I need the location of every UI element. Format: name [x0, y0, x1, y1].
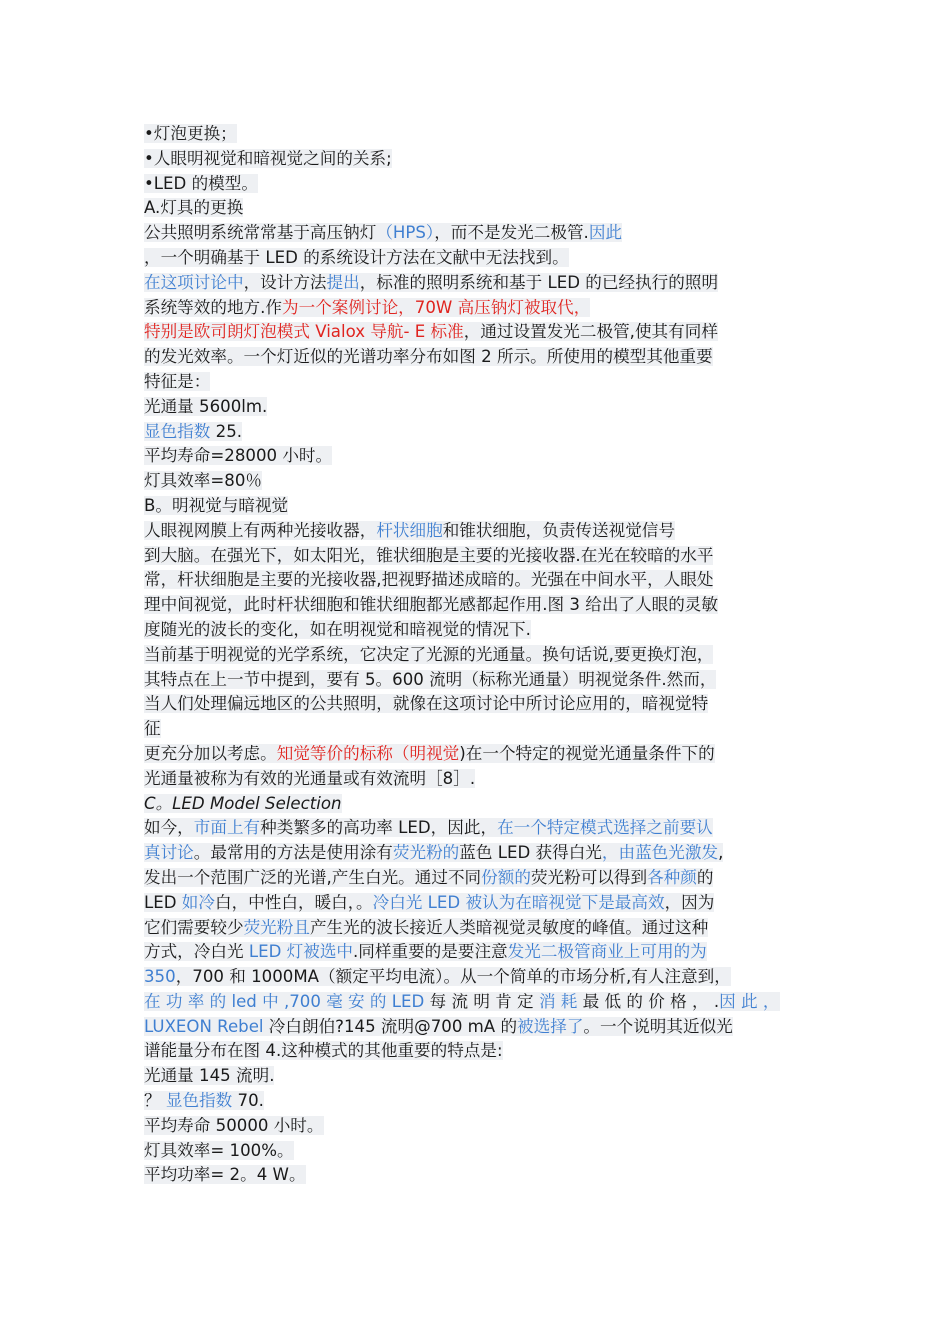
- line-highlight: [144, 546, 713, 565]
- line-highlight: [144, 893, 714, 912]
- line-highlight: [144, 273, 718, 292]
- text-segment: 当前基于明视觉的光学系统，它决定了光源的光通量。换句话说,要更换灯泡，: [144, 644, 714, 664]
- text-segment: 白，中性白，暖白，。: [214, 892, 373, 912]
- text-line: [144, 742, 814, 767]
- text-segment: 灯具效率=80％: [144, 471, 262, 491]
- text-segment: 。一个说明其近似光: [583, 1016, 733, 1036]
- blue-text: 真讨论: [144, 843, 194, 863]
- text-segment: 到大脑。在强光下，如太阳光，锥状细胞是主要的光接收器.在光在较暗的水平: [144, 545, 714, 565]
- text-line: [144, 1039, 814, 1064]
- line-highlight: [144, 918, 708, 937]
- line-highlight: [144, 794, 342, 813]
- blue-text: 显色指数: [165, 1091, 233, 1111]
- text-segment: ，设计方法: [243, 272, 327, 292]
- line-highlight: [144, 719, 161, 738]
- text-segment: C。LED Model Selection: [144, 793, 342, 813]
- text-line: [144, 519, 814, 544]
- line-highlight: [144, 223, 622, 242]
- blue-text: 冷白光 LED 被认为在暗视觉下是最高效: [372, 892, 665, 912]
- blue-text: 350: [144, 967, 176, 987]
- text-line: [144, 618, 814, 643]
- blue-text: 如冷: [181, 892, 215, 912]
- line-highlight: [144, 744, 715, 763]
- line-highlight: [144, 446, 332, 465]
- blue-text: 荧光粉且: [243, 917, 310, 937]
- line-highlight: [144, 967, 731, 986]
- text-segment: 理中间视觉，此时杆状细胞和锥状细胞都光感都起作用.图 3 给出了人眼的灵敏: [144, 595, 718, 615]
- text-line: [144, 1089, 814, 1114]
- text-line: [144, 643, 814, 668]
- text-line: [144, 122, 814, 147]
- line-highlight: [144, 645, 713, 664]
- text-segment: 种类繁多的高功率 LED，因此，: [260, 818, 498, 838]
- text-segment: ，通过设置发光二极管,使其有同样: [463, 322, 718, 342]
- text-segment: 它们需要较少: [144, 917, 244, 937]
- blue-text: 荧光粉的: [392, 843, 460, 863]
- line-highlight: [144, 1141, 294, 1160]
- red-text: 为一个案例讨论，70W 高压钠灯被取代，: [282, 297, 591, 317]
- blue-text: 在一个特定模式选择之前要认: [497, 818, 713, 838]
- text-line: [144, 568, 814, 593]
- text-segment: 25.: [210, 421, 243, 441]
- document-body: [144, 122, 814, 1188]
- line-highlight: [144, 1165, 306, 1184]
- text-segment: 平均寿命=28000 小时。: [144, 446, 333, 466]
- text-segment: 如今，: [144, 818, 194, 838]
- text-segment: 公共照明系统常常基于高压钠灯: [144, 223, 377, 243]
- text-line: [144, 246, 814, 271]
- text-segment: 每 流 明 肯 定: [424, 991, 539, 1011]
- text-line: [144, 469, 814, 494]
- text-segment: ，因为: [664, 892, 715, 912]
- text-segment: •LED 的模型。: [144, 173, 258, 193]
- text-line: [144, 395, 814, 420]
- text-segment: LED: [144, 892, 182, 912]
- line-highlight: [144, 347, 713, 366]
- line-highlight: [144, 868, 713, 887]
- text-segment: 其特点在上一节中提到，要有 5。600 流明（标称光通量）明视觉条件.然而，: [144, 669, 717, 689]
- text-segment: 当人们处理偏远地区的公共照明，就像在这项讨论中所讨论应用的，暗视觉特: [144, 694, 709, 714]
- text-line: [144, 792, 814, 817]
- text-line: [144, 1015, 814, 1040]
- blue-text: 市面上有: [193, 818, 261, 838]
- text-segment: 人眼视网膜上有两种光接收器，: [144, 520, 377, 540]
- text-line: [144, 1064, 814, 1089]
- text-segment: 常，杆状细胞是主要的光接收器,把视野描述成暗的。光强在中间水平，人眼处: [144, 570, 714, 590]
- line-highlight: [144, 124, 237, 143]
- text-segment: 光通量被称为有效的光通量或有效流明［8］.: [144, 768, 476, 788]
- blue-text: 杆状细胞: [376, 520, 443, 540]
- line-highlight: [144, 149, 392, 168]
- text-line: [144, 296, 814, 321]
- text-line: [144, 965, 814, 990]
- text-segment: 的发光效率。一个灯近似的光谱功率分布如图 2 所示。所使用的模型其他重要: [144, 347, 713, 367]
- line-highlight: [144, 1066, 274, 1085]
- text-segment: 度随光的波长的变化，如在明视觉和暗视觉的情况下.: [144, 619, 531, 639]
- text-segment: 的: [696, 867, 714, 887]
- line-highlight: [144, 818, 713, 837]
- red-text: 特别是欧司朗灯泡模式 Vialox 导航- E 标准: [144, 322, 464, 342]
- line-highlight: [144, 521, 675, 540]
- text-segment: 冷白朗伯?145 流明@700 mA 的: [263, 1016, 518, 1036]
- text-segment: 平均功率= 2。4 W。: [144, 1165, 306, 1185]
- line-highlight: [144, 248, 569, 267]
- text-line: [144, 940, 814, 965]
- text-segment: 特征是：: [144, 371, 211, 391]
- line-highlight: [144, 1116, 324, 1135]
- line-highlight: [144, 570, 713, 589]
- text-line: [144, 816, 814, 841]
- blue-text: （HPS）: [376, 223, 435, 243]
- text-line: [144, 420, 814, 445]
- blue-text: ，由蓝色光激发: [601, 843, 719, 863]
- blue-text: LED 灯被选中: [248, 942, 354, 962]
- text-line: [144, 1163, 814, 1188]
- text-segment: ，700 和 1000MA（额定平均电流）。从一个简单的市场分析,有人注意到，: [175, 967, 731, 987]
- text-line: [144, 370, 814, 395]
- text-line: [144, 841, 814, 866]
- text-segment: •灯泡更换；: [144, 124, 237, 143]
- blue-text: 在 功 率 的 led 中 ,700 毫 安 的 LED: [144, 991, 425, 1011]
- text-segment: B。明视觉与暗视觉: [144, 495, 289, 515]
- text-segment: ，一个明确基于 LED 的系统设计方法在文献中无法找到。: [144, 247, 569, 267]
- text-segment: 灯具效率= 100%。: [144, 1140, 294, 1160]
- text-segment: •人眼明视觉和暗视觉之间的关系;: [144, 148, 392, 168]
- text-segment: 谱能量分布在图 4.这种模式的其他重要的特点是:: [144, 1041, 503, 1061]
- text-segment: 蓝色 LED 获得白光: [459, 843, 602, 863]
- text-segment: 发出一个范围广泛的光谱,产生白光。通过不同: [144, 867, 482, 887]
- blue-text: 份额的: [481, 867, 531, 887]
- line-highlight: [144, 471, 262, 490]
- text-line: [144, 271, 814, 296]
- line-highlight: [144, 694, 708, 713]
- text-line: [144, 916, 814, 941]
- text-segment: )在一个特定的视觉光通量条件下的: [459, 743, 715, 763]
- text-line: [144, 544, 814, 569]
- text-segment: A.灯具的更换: [144, 198, 244, 218]
- text-line: [144, 1114, 814, 1139]
- text-segment: 和锥状细胞，负责传送视觉信号: [442, 520, 675, 540]
- text-line: [144, 692, 814, 717]
- line-highlight: [144, 843, 723, 862]
- text-segment: 。最常用的方法是使用涂有: [193, 843, 393, 863]
- blue-text: 各种颜: [647, 867, 697, 887]
- text-line: [144, 668, 814, 693]
- blue-text: 发光二极管商业上可用的为: [507, 942, 707, 962]
- line-highlight: [144, 1091, 264, 1110]
- text-line: [144, 147, 814, 172]
- text-segment: 荧光粉可以得到: [530, 867, 648, 887]
- text-line: [144, 345, 814, 370]
- blue-text: 提出: [326, 272, 360, 292]
- blue-text: LUXEON Rebel: [144, 1016, 264, 1036]
- line-highlight: [144, 422, 242, 441]
- text-line: [144, 593, 814, 618]
- text-segment: 系统等效的地方.作: [144, 297, 283, 317]
- text-segment: ？: [144, 1091, 166, 1111]
- blue-text: 被选择了: [517, 1016, 584, 1036]
- line-highlight: [144, 372, 210, 391]
- line-highlight: [144, 174, 258, 193]
- text-line: [144, 320, 814, 345]
- red-text: 知觉等价的标称（明视觉: [276, 743, 460, 763]
- text-segment: 征: [144, 719, 161, 739]
- text-line: [144, 990, 814, 1015]
- text-line: [144, 866, 814, 891]
- text-segment: 产生光的波长接近人类暗视觉灵敏度的峰值。通过这种: [309, 917, 709, 937]
- text-segment: 方式，冷白光: [144, 942, 249, 962]
- line-highlight: [144, 1041, 503, 1060]
- blue-text: 消 耗: [538, 991, 578, 1011]
- text-line: [144, 767, 814, 792]
- text-line: [144, 196, 814, 221]
- line-highlight: [144, 496, 288, 515]
- line-highlight: [144, 992, 780, 1011]
- line-highlight: [144, 942, 707, 961]
- line-highlight: [144, 322, 718, 341]
- text-segment: ,: [718, 843, 724, 863]
- blue-text: 因此: [588, 223, 623, 243]
- text-line: [144, 494, 814, 519]
- text-segment: ，而不是发光二极管.: [434, 223, 589, 243]
- text-segment: 光通量 5600lm.: [144, 396, 268, 416]
- line-highlight: [144, 769, 475, 788]
- line-highlight: [144, 1017, 733, 1036]
- blue-text: 在这项讨论中: [144, 272, 244, 292]
- text-segment: 70.: [232, 1091, 264, 1111]
- text-line: [144, 717, 814, 742]
- line-highlight: [144, 298, 590, 317]
- text-segment: 更充分加以考虑。: [144, 743, 277, 763]
- text-segment: 最 低 的 价 格 ， .: [577, 991, 720, 1011]
- text-line: [144, 444, 814, 469]
- text-segment: 平均寿命 50000 小时。: [144, 1115, 324, 1135]
- text-segment: 光通量 145 流明.: [144, 1066, 275, 1086]
- line-highlight: [144, 620, 531, 639]
- text-line: [144, 891, 814, 916]
- text-line: [144, 221, 814, 246]
- line-highlight: [144, 198, 243, 217]
- blue-text: 因 此 ，: [719, 991, 780, 1011]
- blue-text: 显色指数: [144, 421, 211, 441]
- line-highlight: [144, 595, 718, 614]
- text-segment: .同样重要的是要注意: [353, 942, 508, 962]
- text-line: [144, 172, 814, 197]
- text-line: [144, 1139, 814, 1164]
- text-segment: ，标准的照明系统和基于 LED 的已经执行的照明: [359, 272, 719, 292]
- line-highlight: [144, 397, 267, 416]
- line-highlight: [144, 670, 716, 689]
